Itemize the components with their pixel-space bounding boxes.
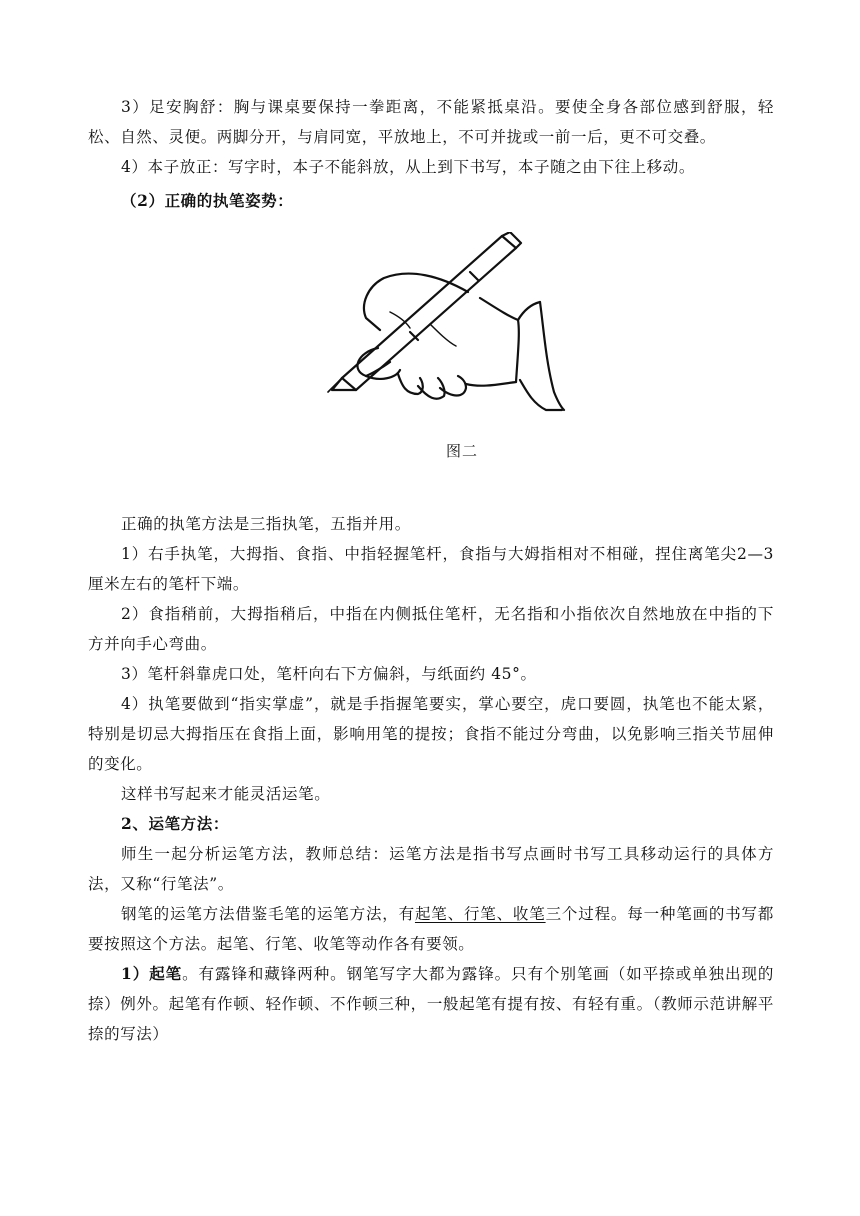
paragraph-stroke-summary: 师生一起分析运笔方法，教师总结：运笔方法是指书写点画时书写工具移动运行的具体方法，又称“行笔法”。 — [88, 845, 774, 893]
paragraph-step-2: 2）食指稍前，大拇指稍后，中指在内侧抵住笔杆，无名指和小指依次自然地放在中指的下方并向手心弯曲。 — [88, 605, 774, 653]
paragraph-foot-chest: 3）足安胸舒：胸与课桌要保持一拳距离，不能紧抵桌沿。要使全身各部位感到舒服，轻松、自然、灵便。两脚分开，与肩同宽，平放地上，不可并拢或一前一后，更不可交叠。 — [88, 98, 774, 146]
paragraph-step-3: 3）笔杆斜靠虎口处，笔杆向右下方偏斜，与纸面约 45°。 — [121, 665, 537, 683]
paragraph-method-intro: 正确的执笔方法是三指执笔，五指并用。 — [121, 515, 411, 533]
paragraph-step-4: 4）执笔要做到“指实掌虚”，就是手指握笔要实，掌心要空，虎口要圆，执笔也不能太紧，特别是切忌大拇指压在食指上面，影响用笔的提按；食指不能过分弯曲，以免影响三指关节屈伸的变化。 — [88, 695, 774, 773]
heading-pen-posture: （2）正确的执笔姿势： — [121, 191, 294, 210]
paragraph-notebook: 4）本子放正：写字时，本子不能斜放，从上到下书写，本子随之由下往上移动。 — [121, 158, 695, 176]
paragraph-stroke-process — [88, 899, 774, 959]
start-stroke-label: 1）起笔 — [121, 964, 183, 983]
process-underlined-terms: 起笔、行笔、收笔 — [414, 905, 546, 923]
paragraph-conclusion: 这样书写起来才能灵活运笔。 — [121, 785, 331, 803]
process-text-b: 三个过程。每一种笔画的书写都要按照这个方法。起笔、行笔、收笔等动作各有要领。 — [88, 905, 774, 953]
figure-caption: 图二 — [446, 442, 479, 460]
heading-stroke-method: 2、运笔方法： — [121, 814, 229, 833]
paragraph-step-1: 1）右手执笔，大拇指、食指、中指轻握笔杆，食指与大姆指相对不相碰，捏住离笔尖2—3厘米左右的笔杆下端。 — [88, 545, 774, 593]
start-stroke-text: 。有露锋和藏锋两种。钢笔写字大都为露锋。只有个别笔画（如平捺或单独出现的捺）例外。起笔有作顿、轻作顿、不作顿三种，一般起笔有提有按、有轻有重。（教师示范讲解平捺的写法） — [88, 965, 774, 1043]
process-text-a: 钢笔的运笔方法借鉴毛笔的运笔方法，有 — [121, 905, 415, 923]
paragraph-start-stroke — [88, 959, 774, 1049]
hand-holding-pen-illustration — [320, 232, 572, 414]
